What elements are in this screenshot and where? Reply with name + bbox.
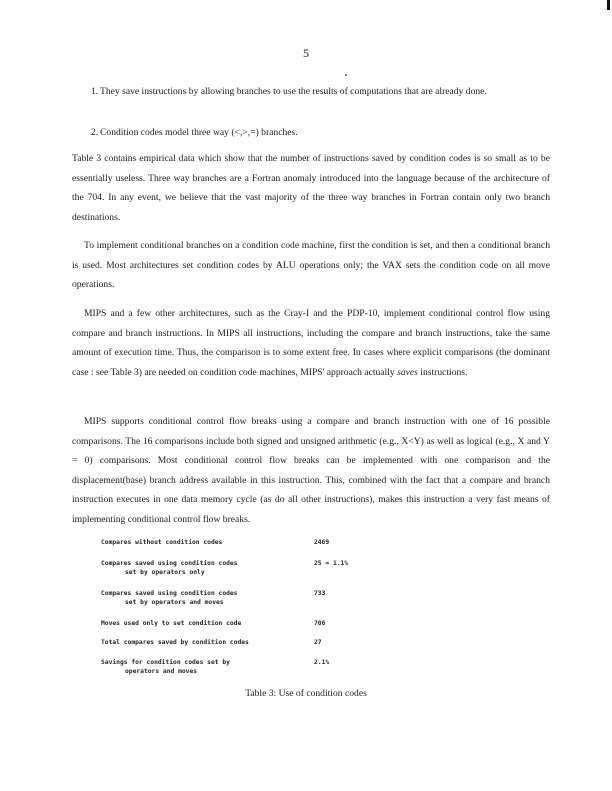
paragraph-text: MIPS and a few other architectures, such as the Cray-I and the PDP-10, implement conditional control flow using compare and branch instructions. In MIPS all instructions, including the compare and branch instructions, take the same amount of execution time. Thus, the comparison is to some extent free. In cases where explicit comparisons (the dominant case : see Table 3) are needed on condition code machines, MIPS' approach actually <box>72 308 550 378</box>
table-caption: Table 3: Use of condition codes <box>245 688 367 699</box>
paragraph-mips-comparisons <box>72 412 550 530</box>
page-number: 5 <box>303 46 309 60</box>
paragraph-text: To implement conditional branches on a condition code machine, first the condition is set, and then a conditional branch is used. Most architectures set condition codes by ALU operations only; the VAX sets the condition code on all move operations. <box>72 240 550 291</box>
emphasis-saves: saves <box>397 366 418 378</box>
table-row-value: 2469 <box>314 539 330 546</box>
list-item-number: 1. <box>91 86 99 97</box>
table-row-label: Compares saved using condition codes set by operators and moves <box>101 590 238 606</box>
table-row-label: Moves used only to set condition code <box>101 620 242 627</box>
list-item-text: Condition codes model three way (<,>,=) branches. <box>100 127 298 138</box>
table-row-label: Total compares saved by condition codes <box>101 639 249 646</box>
table-row-value: 27 <box>314 639 322 646</box>
list-item <box>91 85 561 98</box>
table-row-value: 2.1% <box>314 659 330 666</box>
paragraph-text: Table 3 contains empirical data which show that the number of instructions saved by condition codes is so small as to be essentially useless. Three way branches are a Fortran anomaly introduced into the language because of the architecture of the 704. In any event, we believe that the vast majority of the three way branches in Fortran contain only two branch destinations. <box>72 153 550 223</box>
scan-edge-mark <box>607 0 610 10</box>
list-item <box>91 126 561 139</box>
paragraph-text-end: instructions. <box>417 366 468 378</box>
list-item-number: 2. <box>91 127 99 138</box>
table-row-value: 733 <box>314 590 326 597</box>
table-row-label: Compares without condition codes <box>101 539 223 546</box>
table-row-value: 25 = 1.1% <box>314 560 349 567</box>
scan-speck <box>345 74 347 76</box>
table-row-label: Savings for condition codes set by operators and moves <box>101 659 230 675</box>
paragraph-table3-summary <box>72 149 550 227</box>
table-row-label: Compares saved using condition codes set by operators only <box>101 560 238 576</box>
table-row-value: 706 <box>314 620 326 627</box>
paragraph-text: MIPS supports conditional control flow breaks using a compare and branch instruction with one of 16 possible comparisons. The 16 comparisons include both signed and unsigned arithmetic (e.g., X<Y) as well as logical (e.g., X and Y = 0) comparisons. Most conditional control flow breaks can be implemented with one comparison and the displacement(base) branch address available in this instruction. This, combined with the fact that a compare and branch instruction executes in one data memory cycle (as do all other instructions), makes this instruction a very fast means of implementing conditional control flow breaks. <box>72 416 550 525</box>
list-item-text: They save instructions by allowing branches to use the results of computations that are already done. <box>100 86 487 97</box>
paragraph-condition-code-branches <box>72 236 550 295</box>
paragraph-compare-and-branch <box>72 304 550 382</box>
